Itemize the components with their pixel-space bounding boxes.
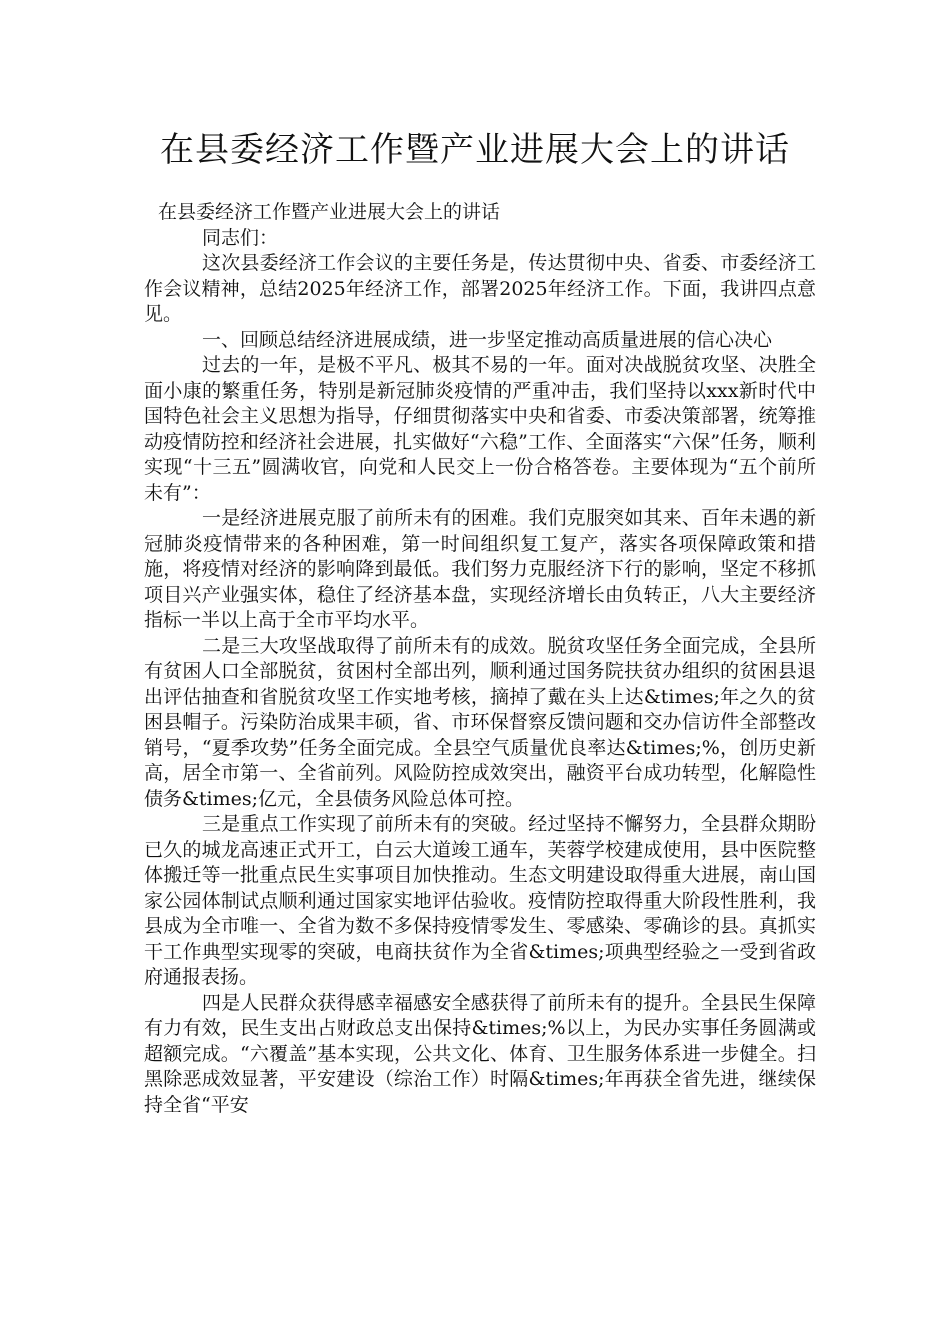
paragraph-review: 过去的一年，是极不平凡、极其不易的一年。面对决战脱贫攻坚、决胜全面小康的繁重任务，特别是新冠肺炎疫情的严重冲击，我们坚持以xxx新时代中国特色社会主义思想为指导，仔细贯彻落实中央和省委、市委决策部署，统筹推动疫情防控和经济社会进展，扎实做好“六稳”工作、全面落实“六保”任务，顺利实现“十三五”圆满收官，向党和人民交上一份合格答卷。主要体现为“五个前所未有”： xyxy=(144,354,816,504)
paragraph-point-3: 三是重点工作实现了前所未有的突破。经过坚持不懈努力，全县群众期盼已久的城龙高速正式开工，白云大道竣工通车，芙蓉学校建成使用，县中医院整体搬迁等一批重点民生实事项目加快推动。生态文明建设取得重大进展，南山国家公园体制试点顺利通过国家实地评估验收。疫情防控取得重大阶段性胜利，我县成为全市唯一、全省为数不多保持疫情零发生、零感染、零确诊的县。真抓实干工作典型实现零的突破，电商扶贫作为全省&times;项典型经验之一受到省政府通报表扬。 xyxy=(144,813,816,988)
document-body xyxy=(144,200,816,1118)
salutation: 同志们： xyxy=(202,226,279,249)
speech-subtitle: 在县委经济工作暨产业进展大会上的讲话 xyxy=(158,201,501,223)
paragraph-intro: 这次县委经济工作会议的主要任务是，传达贯彻中央、省委、市委经济工作会议精神，总结2025年经济工作，部署2025年经济工作。下面，我讲四点意见。 xyxy=(144,252,816,325)
paragraph-point-1: 一是经济进展克服了前所未有的困难。我们克服突如其来、百年未遇的新冠肺炎疫情带来的各种困难，第一时间组织复工复产，落实各项保障政策和措施，将疫情对经济的影响降到最低。我们努力克服经济下行的影响，坚定不移抓项目兴产业强实体，稳住了经济基本盘，实现经济增长由负转正，八大主要经济指标一半以上高于全市平均水平。 xyxy=(144,507,816,631)
document-title: 在县委经济工作暨产业进展大会上的讲话 xyxy=(160,130,790,170)
paragraph-point-4: 四是人民群众获得感幸福感安全感获得了前所未有的提升。全县民生保障有力有效，民生支出占财政总支出保持&times;%以上，为民办实事任务圆满或超额完成。“六覆盖”基本实现，公共文化、体育、卫生服务体系进一步健全。扫黑除恶成效显著，平安建设（综治工作）时隔&times;年再获全省先进，继续保持全省“平安 xyxy=(144,991,816,1116)
paragraph-point-2: 二是三大攻坚战取得了前所未有的成效。脱贫攻坚任务全面完成，全县所有贫困人口全部脱贫，贫困村全部出列，顺利通过国务院扶贫办组织的贫困县退出评估抽查和省脱贫攻坚工作实地考核，摘掉了戴在头上达&times;年之久的贫困县帽子。污染防治成果丰硕，省、市环保督察反馈问题和交办信访件全部整改销号，“夏季攻势”任务全面完成。全县空气质量优良率达&times;%，创历史新高，居全市第一、全省前列。风险防控成效突出，融资平台成功转型，化解隐性债务&times;亿元，全县债务风险总体可控。 xyxy=(144,634,816,810)
section-heading-1: 一、回顾总结经济进展成绩，进一步坚定推动高质量进展的信心决心 xyxy=(202,328,773,351)
